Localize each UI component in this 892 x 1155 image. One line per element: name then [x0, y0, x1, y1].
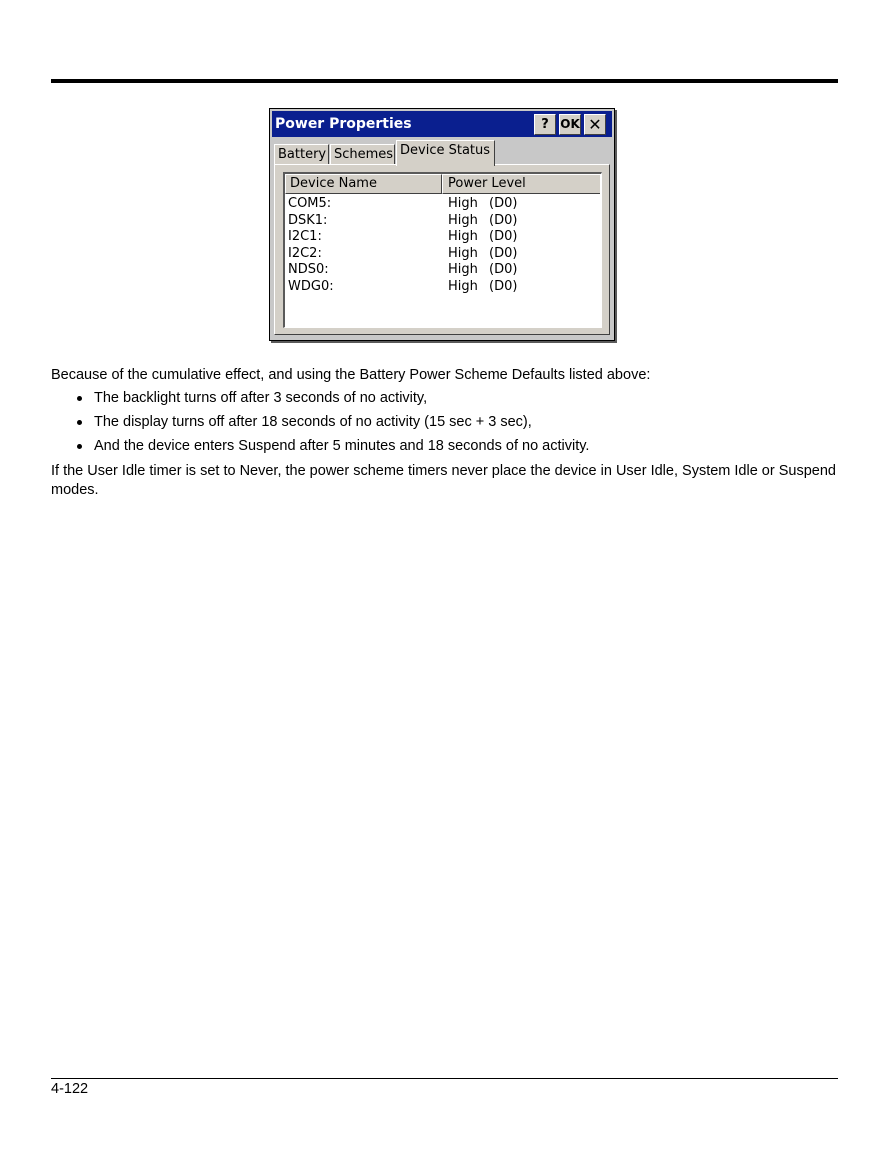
- bullet-icon: [77, 420, 82, 425]
- tab-device-status[interactable]: Device Status: [396, 140, 495, 166]
- device-status-panel: [274, 164, 610, 335]
- power-level: High: [448, 278, 478, 294]
- list-item[interactable]: [285, 229, 601, 246]
- power-level: High: [448, 262, 478, 277]
- page-number: 4-122: [51, 1081, 89, 1097]
- tab-battery[interactable]: Battery: [274, 144, 329, 165]
- power-state: (D0): [489, 262, 518, 277]
- bullet-text: The backlight turns off after 3 seconds of no activity,: [94, 390, 428, 406]
- intro-paragraph: Because of the cumulative effect, and using the Battery Power Scheme Defaults listed above:: [51, 367, 651, 383]
- device-name: NDS0:: [288, 262, 329, 277]
- header-rule: [51, 79, 838, 83]
- bullet-text: The display turns off after 18 seconds of no activity (15 sec + 3 sec),: [94, 414, 532, 430]
- close-button[interactable]: ✕: [584, 114, 606, 135]
- tab-schemes[interactable]: Schemes: [330, 144, 395, 165]
- device-rows: [285, 196, 601, 295]
- power-state: (D0): [489, 245, 518, 261]
- bullet-icon: [77, 444, 82, 449]
- column-header-power-level[interactable]: Power Level: [442, 174, 600, 194]
- device-name: I2C1:: [288, 229, 322, 244]
- list-item[interactable]: [285, 196, 601, 213]
- power-level: High: [448, 245, 478, 261]
- power-level: High: [448, 212, 478, 228]
- dialog-title: Power Properties: [275, 116, 412, 132]
- column-header-device-name[interactable]: Device Name: [285, 174, 442, 194]
- list-item[interactable]: [285, 213, 601, 230]
- power-state: (D0): [489, 229, 518, 244]
- power-state: (D0): [489, 278, 518, 294]
- list-item: [51, 414, 589, 438]
- bullet-icon: [77, 396, 82, 401]
- bullet-list: [51, 390, 589, 462]
- list-item[interactable]: [285, 279, 601, 296]
- footer-rule: [51, 1078, 838, 1079]
- power-properties-dialog: [269, 108, 615, 341]
- power-state: (D0): [489, 212, 518, 228]
- device-name: COM5:: [288, 196, 332, 211]
- list-item[interactable]: [285, 246, 601, 263]
- help-button[interactable]: ?: [534, 114, 556, 135]
- note-paragraph: If the User Idle timer is set to Never, the power scheme timers never place the device in User Idle, System Idle or Suspend modes.: [51, 463, 836, 498]
- device-list[interactable]: [283, 172, 602, 328]
- bullet-text: And the device enters Suspend after 5 minutes and 18 seconds of no activity.: [94, 438, 590, 454]
- power-state: (D0): [489, 196, 518, 211]
- list-item: [51, 438, 589, 462]
- device-name: I2C2:: [288, 245, 322, 261]
- list-item[interactable]: [285, 262, 601, 279]
- dialog-titlebar: [272, 111, 612, 137]
- list-item: [51, 390, 589, 414]
- ok-button[interactable]: OK: [559, 114, 581, 135]
- device-name: WDG0:: [288, 278, 334, 294]
- power-level: High: [448, 196, 478, 211]
- device-name: DSK1:: [288, 212, 328, 228]
- power-level: High: [448, 229, 478, 244]
